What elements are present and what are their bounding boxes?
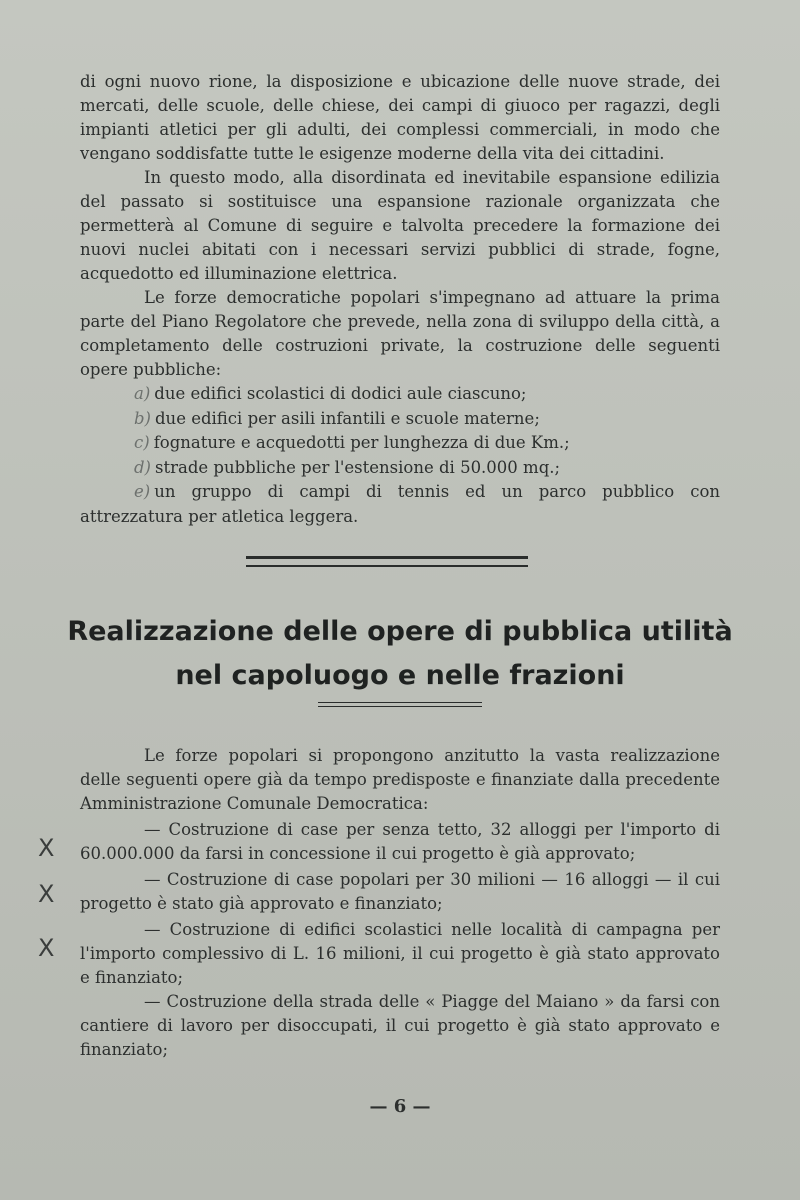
- list-item: [80, 431, 720, 456]
- section-title-line-2: nel capoluogo e nelle frazioni: [175, 660, 625, 691]
- paragraph-rione: di ogni nuovo rione, la disposizione e ubicazione delle nuove strade, dei mercati, delle scuole, delle chiese, dei campi di giuoco per ragazzi, degli impianti atletici per gli adulti, dei complessi commerciali, in modo che vengano soddisfatte tutte le esigenze moderne della vita dei cittadini.: [80, 72, 720, 163]
- paragraph-edifici-scolastici: — Costruzione di edifici scolastici nelle località di campagna per l'importo complessivo di L. 16 milioni, il cui progetto è già stato approvato e finanziato;: [80, 920, 720, 987]
- paragraph-strada-piagge: — Costruzione della strada delle « Piagge del Maiano » da farsi con cantiere di lavoro per disoccupati, il cui progetto è già stato approvato e finanziato;: [80, 992, 720, 1059]
- paragraph-case-senza-tetto: — Costruzione di case per senza tetto, 32 alloggi per l'importo di 60.000.000 da farsi in concessione il cui progetto è già approvato;: [80, 820, 720, 863]
- list-marker: c): [134, 433, 150, 452]
- page-number: — 6 —: [369, 1096, 431, 1117]
- list-marker: e): [134, 482, 151, 501]
- handwritten-x-mark: X: [38, 880, 55, 908]
- list-item: [80, 382, 720, 407]
- paragraph-piano-regolatore: Le forze democratiche popolari s'impegnano ad attuare la prima parte del Piano Regolatore che prevede, nella zona di sviluppo della città, a completamento delle costruzioni private, la costruzione delle seguenti opere pubbliche:: [80, 288, 720, 379]
- list-item-text: due edifici per asili infantili e scuole materne;: [155, 408, 540, 428]
- section-divider: [246, 556, 528, 567]
- handwritten-x-mark: X: [38, 834, 55, 862]
- public-works-list: [80, 382, 720, 529]
- paragraph-case-popolari: — Costruzione di case popolari per 30 milioni — 16 alloggi — il cui progetto è stato già approvato e finanziato;: [80, 870, 720, 913]
- paragraph-espansione: In questo modo, alla disordinata ed inevitabile espansione edilizia del passato si sostituisce una espansione razionale organizzata che permetterà al Comune di seguire e talvolta precedere la formazione dei nuovi nuclei abitati con i necessari servizi pubblici di strade, fogne, acquedotto ed illuminazione elettrica.: [80, 168, 720, 283]
- list-item-text: fognature e acquedotti per lunghezza di due Km.;: [153, 433, 570, 452]
- list-item-text: strade pubbliche per l'estensione di 50.000 mq.;: [155, 457, 561, 477]
- list-marker: b): [134, 408, 151, 428]
- paragraph-forze-popolari: Le forze popolari si propongono anzitutto la vasta realizzazione delle seguenti opere già da tempo predisposte e finanziate dalla precedente Amministrazione Comunale Democratica:: [80, 746, 720, 813]
- list-item: [80, 456, 720, 481]
- list-item: [80, 407, 720, 432]
- list-item: [80, 480, 720, 529]
- title-underline: [318, 702, 482, 707]
- list-item-text: un gruppo di campi di tennis ed un parco pubblico con attrezzatura per atletica leggera.: [80, 482, 720, 526]
- list-item-text: due edifici scolastici di dodici aule ciascuno;: [154, 384, 527, 403]
- list-marker: d): [134, 457, 151, 477]
- section-title-line-1: Realizzazione delle opere di pubblica utilità: [67, 616, 733, 647]
- list-marker: a): [134, 384, 151, 403]
- handwritten-x-mark: X: [38, 934, 55, 962]
